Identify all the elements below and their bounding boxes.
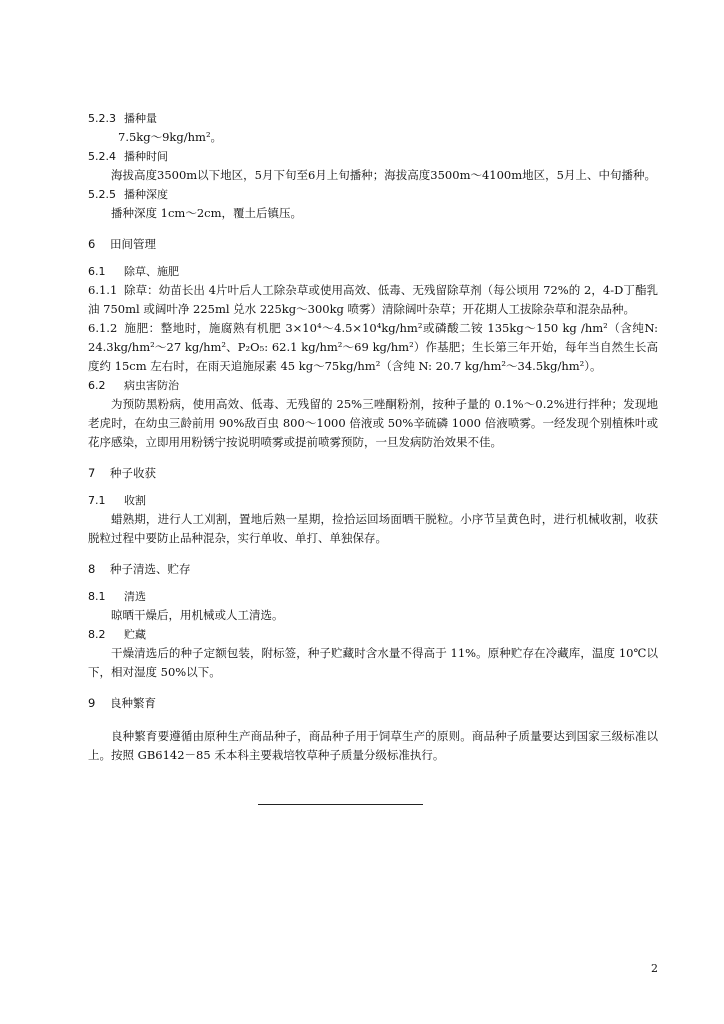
section-number: 6.1 [88,265,106,278]
heading-5-2-5 [88,185,658,204]
section-title: 播种量 [124,112,157,125]
section-number: 7.1 [88,494,106,507]
section-title: 病虫害防治 [124,379,179,392]
section-number: 6.1.2 [88,321,118,335]
section-title: 良种繁育 [110,696,156,710]
section-number: 9 [88,696,96,710]
section-text: 幼苗长出 4片叶后人工除杂草或使用高效、低毒、无残留除草剂（每公顷用 72%的 2，4-D丁酯乳油 750ml 或阔叶净 225ml 兑水 225kg～300kg 喷雾）清除阔叶杂草；开花期人工拔除杂草和混杂品种。 [88,283,658,316]
section-number: 5.2.5 [88,188,116,201]
section-title: 播种深度 [124,188,168,201]
heading-8 [88,560,658,579]
end-rule [258,804,423,805]
section-title: 除草： [124,283,159,297]
section-number: 5.2.4 [88,150,116,163]
section-title: 贮藏 [124,628,146,641]
section-title: 清选 [124,590,146,603]
heading-6-1 [88,262,658,281]
section-title: 除草、施肥 [124,265,179,278]
paragraph-pest-control: 为预防黑粉病，使用高效、低毒、无残留的 25%三唑酮粉剂，按种子量的 0.1%～0.2%进行拌种；发现地老虎时，在幼虫三龄前用 90%敌百虫 800～1000 倍液或 50%辛硫磷 1000 倍液喷雾。一经发现个别植株叶或花序感染，立即用用粉锈宁按说明喷雾或提前喷雾预防，一旦发病防治效果不佳。 [88,397,658,449]
page-body [88,109,658,765]
paragraph-seeding-time: 海拔高度3500m以下地区，5月下旬至6月上旬播种；海拔高度3500m～4100m地区，5月上、中旬播种。 [111,168,656,182]
section-text: 整地时，施腐熟有机肥 3×10⁴～4.5×10⁴kg/hm²或磷酸二铵 135kg～150 kg /hm²（含纯N: 24.3kg/hm²～27 kg/hm²、P₂O₅: 62.1 kg/hm²～69 kg/hm²）作基肥；生长第三年开始，每年当自然生长高度约 15cm 左右时，在雨天追施尿素 45 kg～75kg/hm²（含纯 N: 20.7 kg/hm²～34.5kg/hm²）。 [88,321,658,373]
section-number: 6.2 [88,379,106,392]
section-number: 8.2 [88,628,106,641]
section-title: 田间管理 [110,237,156,251]
heading-6-2 [88,376,658,395]
heading-7-1 [88,491,658,510]
section-title: 施肥： [124,321,161,335]
heading-7 [88,464,658,483]
paragraph-breeding: 良种繁育要遵循由原种生产商品种子，商品种子用于饲草生产的原则。商品种子质量要达到国家三级标准以上。按照 GB6142－85 禾本科主要栽培牧草种子质量分级标准执行。 [88,729,658,762]
heading-8-2 [88,625,658,644]
section-number: 8.1 [88,590,106,603]
section-title: 收割 [124,494,146,507]
section-number: 6.1.1 [88,283,118,297]
paragraph-seeding-depth: 播种深度 1cm～2cm，覆土后镇压。 [111,206,302,220]
paragraph-harvest: 蜡熟期，进行人工刈割，置地后熟一星期，捡拾运回场面晒干脱粒。小序节呈黄色时，进行机械收割，收获脱粒过程中要防止品种混杂，实行单收、单打、单独保存。 [88,512,658,545]
paragraph-fertilizing [88,319,658,376]
section-title: 种子收获 [110,466,156,480]
paragraph-storage: 干燥清选后的种子定额包装，附标签，种子贮藏时含水量不得高于 11%。原种贮存在冷藏库，温度 10℃以下，相对湿度 50%以下。 [88,646,658,679]
paragraph-weeding [88,281,658,319]
heading-6 [88,235,658,254]
paragraph-cleaning: 晾晒干燥后，用机械或人工清选。 [111,608,284,622]
heading-8-1 [88,587,658,606]
section-title: 种子清选、贮存 [110,562,191,576]
section-number: 7 [88,466,96,480]
section-number: 8 [88,562,96,576]
heading-5-2-3 [88,109,658,128]
heading-5-2-4 [88,147,658,166]
heading-9 [88,694,658,713]
paragraph-seeding-rate: 7.5kg～9kg/hm²。 [118,130,223,144]
section-number: 5.2.3 [88,112,116,125]
section-title: 播种时间 [124,150,168,163]
page-number: 2 [651,962,658,975]
section-number: 6 [88,237,96,251]
